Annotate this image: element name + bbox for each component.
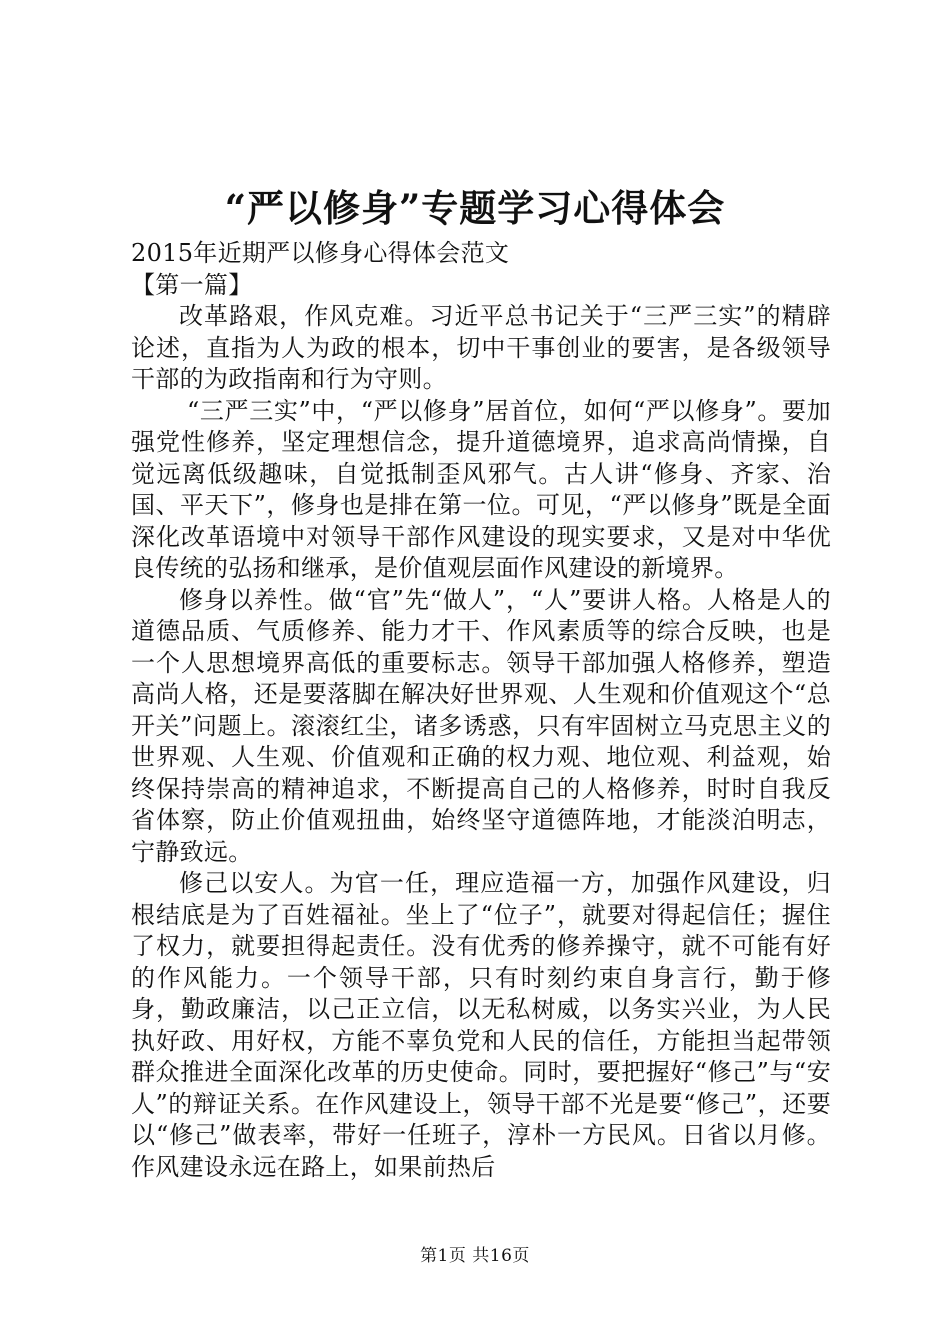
document-title: “严以修身”专题学习心得体会 bbox=[224, 186, 726, 230]
paragraph: “三严三实”中，“严以修身”居首位，如何“严以修身”。要加强党性修养，坚定理想信念，提升道德境界，追求高尚情操，自觉远离低级趣味，自觉抵制歪风邪气。古人讲“修身、齐家、治国、平天下”，修身也是排在第一位。可见，“严以修身”既是全面深化改革语境中对领导干部作风建设的现实要求，又是对中华优良传统的弘扬和继承，是价值观层面作风建设的新境界。 bbox=[131, 396, 831, 582]
paragraph: 修己以安人。为官一任，理应造福一方，加强作风建设，归根结底是为了百姓福祉。坐上了“位子”，就要对得起信任；握住了权力，就要担得起责任。没有优秀的修养操守，就不可能有好的作风能力。一个领导干部，只有时刻约束自身言行，勤于修身，勤政廉洁，以己正立信，以无私树威，以务实兴业，为人民执好政、用好权，方能不辜负党和人民的信任，方能担当起带领群众推进全面深化改革的历史使命。同时，要把握好“修己”与“安人”的辩证关系。在作风建设上，领导干部不光是要“修己”，还要以“修己”做表率，带好一任班子，淳朴一方民风。日省以月修。作风建设永远在路上，如果前热后 bbox=[131, 869, 831, 1181]
document-body bbox=[131, 238, 831, 1183]
paragraph: 改革路艰，作风克难。习近平总书记关于“三严三实”的精辟论述，直指为人为政的根本，切中干事创业的要害，是各级领导干部的为政指南和行为守则。 bbox=[131, 302, 831, 393]
document-subtitle: 2015年近期严以修身心得体会范文 bbox=[131, 239, 510, 267]
paragraph: 修身以养性。做“官”先“做人”，“人”要讲人格。人格是人的道德品质、气质修养、能力才干、作风素质等的综合反映，也是一个人思想境界高低的重要标志。领导干部加强人格修养，塑造高尚人格，还是要落脚在解决好世界观、人生观和价值观这个“总开关”问题上。滚滚红尘，诸多诱惑，只有牢固树立马克思主义的世界观、人生观、价值观和正确的权力观、地位观、利益观，始终保持崇高的精神追求，不断提高自己的人格修养，时时自我反省体察，防止价值观扭曲，始终坚守道德阵地，才能淡泊明志，宁静致远。 bbox=[131, 585, 831, 866]
section-label: 【第一篇】 bbox=[131, 270, 253, 299]
page-footer: 第1页 共16页 bbox=[420, 1246, 530, 1266]
